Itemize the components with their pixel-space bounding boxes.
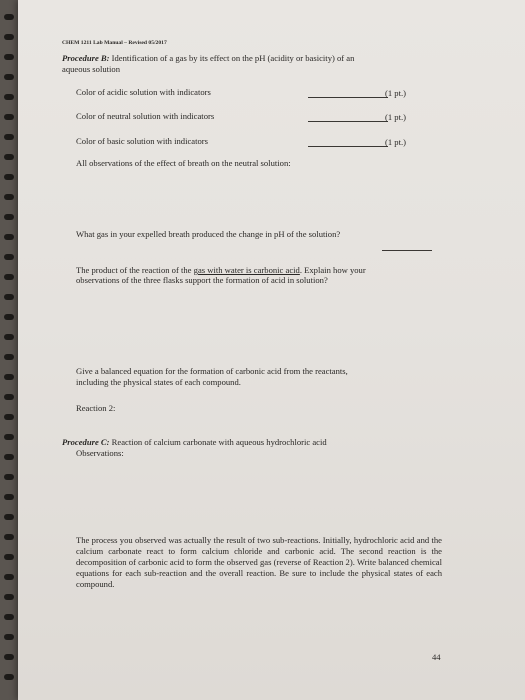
binding-hole xyxy=(4,274,14,280)
procedure-b-title: Identification of a gas by its effect on the pH (acidity or basicity) of an xyxy=(109,53,355,63)
binding-hole xyxy=(4,214,14,220)
neutral-color-label: Color of neutral solution with indicators xyxy=(76,111,215,121)
procedure-c-title: Reaction of calcium carbonate with aqueous hydrochloric acid xyxy=(109,437,327,447)
gas-question: What gas in your expelled breath produced the change in pH of the solution? xyxy=(76,229,341,239)
binding-hole xyxy=(4,314,14,320)
page-number: 44 xyxy=(432,652,441,662)
binding-hole xyxy=(4,174,14,180)
binding-hole xyxy=(4,134,14,140)
binding-hole xyxy=(4,74,14,80)
product-question-end: . Explain how your xyxy=(299,265,366,275)
binding-hole xyxy=(4,34,14,40)
balanced-equation-question-continued: including the physical states of each compound. xyxy=(76,377,241,387)
binding-hole xyxy=(4,614,14,620)
binding-hole xyxy=(4,514,14,520)
gas-answer-line[interactable] xyxy=(382,250,432,251)
binding-hole xyxy=(4,454,14,460)
sub-reactions-paragraph: The process you observed was actually the result of two sub-reactions. Initially, hydrochloric acid and the calcium carbonate react to form calcium chloride and carbonic acid. The second reaction is the decomposition of carbonic acid to form the observed gas (reverse of Reaction 2). Write balanced chemical equations for each sub-reaction and the overall reaction. Be sure to include the physical states of each compound. xyxy=(76,535,442,589)
basic-color-answer-line[interactable] xyxy=(308,146,388,147)
reaction-2-label: Reaction 2: xyxy=(76,403,116,413)
acidic-color-label: Color of acidic solution with indicators xyxy=(76,87,211,97)
binding-hole xyxy=(4,114,14,120)
binding-hole xyxy=(4,194,14,200)
observations-label: Observations: xyxy=(76,448,124,458)
binding-hole xyxy=(4,374,14,380)
balanced-equation-question: Give a balanced equation for the formation of carbonic acid from the reactants, xyxy=(76,366,348,376)
spiral-binding xyxy=(0,0,18,700)
procedure-c-label: Procedure C: xyxy=(62,437,110,447)
procedure-c-heading xyxy=(62,437,327,448)
product-question-underlined: gas with water is carbonic acid xyxy=(193,265,300,275)
worksheet-page xyxy=(18,0,525,700)
binding-hole xyxy=(4,634,14,640)
binding-hole xyxy=(4,234,14,240)
procedure-b-heading xyxy=(62,53,354,64)
binding-hole xyxy=(4,94,14,100)
binding-hole xyxy=(4,294,14,300)
product-question-continued: observations of the three flasks support the formation of acid in solution? xyxy=(76,275,328,285)
basic-color-points: (1 pt.) xyxy=(385,137,407,147)
binding-hole xyxy=(4,674,14,680)
binding-hole xyxy=(4,554,14,560)
binding-hole xyxy=(4,414,14,420)
procedure-b-label: Procedure B: xyxy=(62,53,110,63)
basic-color-label: Color of basic solution with indicators xyxy=(76,136,208,146)
binding-hole xyxy=(4,54,14,60)
binding-hole xyxy=(4,494,14,500)
binding-hole xyxy=(4,434,14,440)
binding-hole xyxy=(4,254,14,260)
binding-hole xyxy=(4,574,14,580)
acidic-color-points: (1 pt.) xyxy=(385,88,407,98)
binding-hole xyxy=(4,154,14,160)
breath-observations-prompt: All observations of the effect of breath on the neutral solution: xyxy=(76,158,291,168)
procedure-b-title-continued: aqueous solution xyxy=(62,64,121,74)
binding-hole xyxy=(4,394,14,400)
binding-hole xyxy=(4,534,14,540)
binding-hole xyxy=(4,474,14,480)
neutral-color-answer-line[interactable] xyxy=(308,121,388,122)
binding-hole xyxy=(4,14,14,20)
binding-hole xyxy=(4,654,14,660)
acidic-color-answer-line[interactable] xyxy=(308,97,388,98)
neutral-color-points: (1 pt.) xyxy=(385,112,407,122)
binding-hole xyxy=(4,354,14,360)
page-header: CHEM 1211 Lab Manual – Revised 05/2017 xyxy=(62,40,167,46)
binding-hole xyxy=(4,594,14,600)
binding-hole xyxy=(4,334,14,340)
product-question-start: The product of the reaction of the xyxy=(76,265,194,275)
